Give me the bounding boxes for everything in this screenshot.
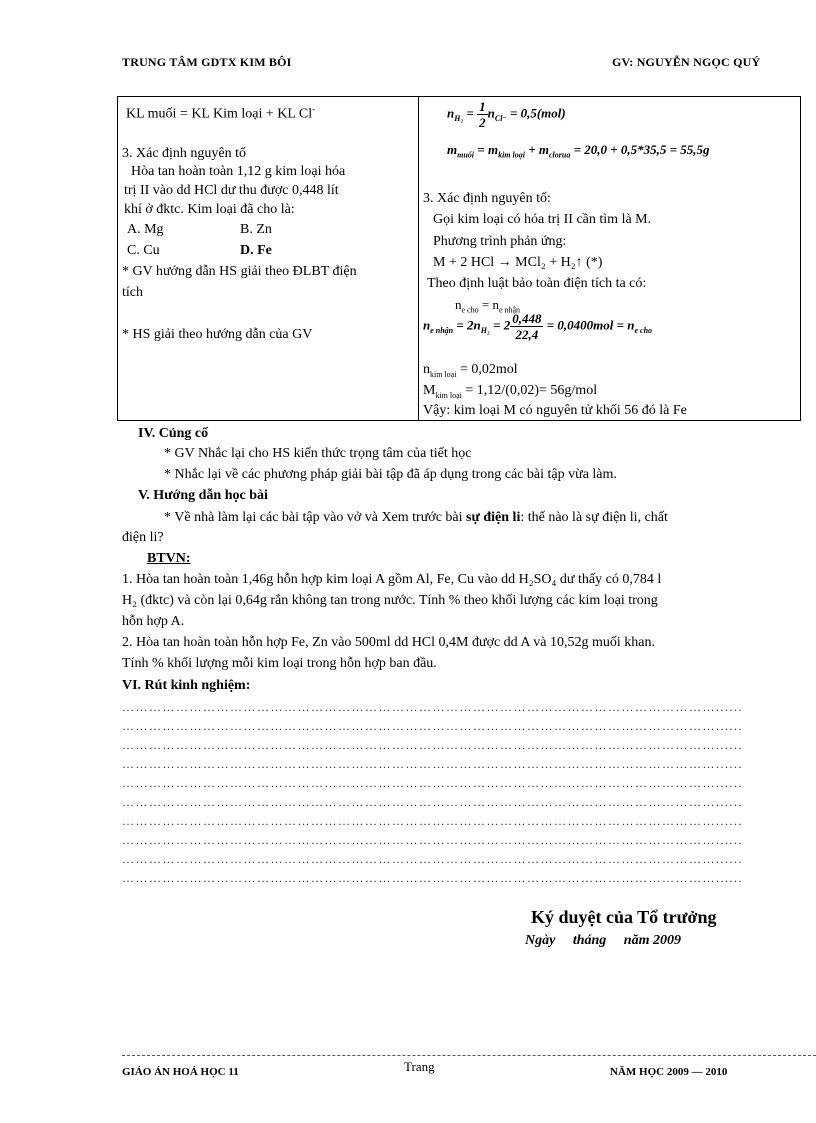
formula-n-h2: $n_{H_2}$ = $\frac{1}{2}$ $n_{Cl^-} = 0,5(mol)$ — [447, 99, 566, 130]
student-activity: * HS giải theo hướng dẫn của GV — [122, 327, 313, 342]
section-4-item-1: * GV Nhắc lại cho HS kiến thức trọng tâm của tiết học — [164, 446, 472, 461]
homework-2-line-1: 2. Hòa tan hoàn toàn hỗn hợp Fe, Zn vào 500ml dd HCl 0,4M được dd A và 10,52g muối khan. — [122, 635, 655, 650]
header-school: TRUNG TÂM GDTX KIM BÔI — [122, 55, 292, 69]
footer-page: Trang — [404, 1059, 435, 1074]
signature-title: Ký duyệt của Tổ trưởng — [531, 907, 717, 927]
section-4-item-2: * Nhắc lại về các phương pháp giải bài tập đã áp dụng trong các bài tập vừa làm. — [164, 467, 617, 482]
section-5-item-cont: điện li? — [122, 530, 164, 545]
signature-date: Ngày tháng năm 2009 — [525, 933, 681, 948]
option-c: C. Cu — [127, 243, 160, 258]
solution-heading: 3. Xác định nguyên tố: — [423, 191, 551, 206]
option-d: D. Fe — [240, 243, 272, 258]
footer-left: GIÁO ÁN HOÁ HỌC 11 — [122, 1066, 239, 1078]
experience-line-4: ……………………………………………………………………………………………………………………...... — [122, 757, 743, 771]
problem-line-1: Hòa tan hoàn toàn 1,12 g kim loại hóa — [131, 164, 346, 179]
table-left-column — [118, 97, 419, 421]
conclusion: Vậy: kim loại M có nguyên tử khối 56 đó là Fe — [423, 403, 687, 418]
experience-line-9: ……………………………………………………………………………………………………………………...... — [122, 852, 743, 866]
homework-1-line-3: hỗn hợp A. — [122, 614, 185, 629]
formula-salt-mass: $m_{muối} = m_{kim loại} + m_{clorua} = 20,0 + 0,5*35,5 = 55,5g$ — [447, 142, 710, 160]
problem-line-2: trị II vào dd HCl dư thu được 0,448 lít — [124, 183, 339, 198]
experience-line-8: ……………………………………………………………………………………………………………………...... — [122, 833, 743, 847]
section-5-item: * Về nhà làm lại các bài tập vào vở và Xem trước bài sự điện li: thế nào là sự điện li, chất — [164, 510, 668, 525]
experience-line-3: ……………………………………………………………………………………………………………………...... — [122, 738, 743, 752]
section-5-title: V. Hướng dẫn học bài — [138, 488, 268, 503]
formula-electrons: $n_{e nhận} = 2n_{H_2} = 2$ $\frac{0,448}{22,4}$ = $0,0400mol = n_{e cho}$ — [423, 311, 653, 342]
teacher-guidance: * GV hướng dẫn HS giải theo ĐLBT điện — [122, 264, 357, 279]
experience-line-7: ……………………………………………………………………………………………………………………...... — [122, 814, 743, 828]
salt-mass-formula: KL muối = KL Kim loại + KL Cl- — [126, 104, 316, 122]
option-b: B. Zn — [240, 222, 272, 237]
experience-line-5: ……………………………………………………………………………………………………………………...... — [122, 776, 743, 790]
section-6-title: VI. Rút kinh nghiệm: — [122, 678, 251, 693]
task-heading: 3. Xác định nguyên tố — [122, 146, 247, 161]
lesson-table — [117, 96, 801, 421]
reaction-equation: M + 2 HCl → MCl₂ + H₂↑ (*) — [433, 255, 603, 270]
moles-metal: $n_{kim loại} = 0,02mol$ — [423, 362, 518, 379]
molar-mass-metal: $M_{kim loại} = 1,12/(0,02)= 56g/mol$ — [423, 383, 598, 400]
problem-line-3: khí ở đktc. Kim loại đã cho là: — [124, 202, 295, 217]
homework-title: BTVN: — [147, 551, 191, 566]
homework-2-line-2: Tính % khối lượng mỗi kim loại trong hỗn hợp ban đầu. — [122, 656, 437, 671]
experience-line-6: ……………………………………………………………………………………………………………………...... — [122, 795, 743, 809]
homework-1-line-2: H₂ (đktc) và còn lại 0,64g rắn không tan trong nước. Tính % theo khối lượng các kim loại trong — [122, 593, 658, 608]
table-right-column — [419, 97, 801, 421]
solution-step-1: Gọi kim loại có hóa trị II cần tìm là M. — [433, 212, 652, 227]
option-a: A. Mg — [127, 222, 164, 237]
footer-right: NĂM HỌC 2009 — 2010 — [610, 1066, 728, 1078]
solution-step-2: Phương trình phản ứng: — [433, 234, 567, 249]
teacher-guidance-cont: tích — [122, 285, 143, 300]
experience-line-10: ……………………………………………………………………………………………………………………...... — [122, 871, 743, 885]
footer-divider — [122, 1055, 816, 1056]
experience-line-2: ……………………………………………………………………………………………………………………...... — [122, 719, 743, 733]
conservation-law: Theo định luật bảo toàn điện tích ta có: — [427, 276, 647, 291]
homework-1-line-1: 1. Hòa tan hoàn toàn 1,46g hỗn hợp kim loại A gồm Al, Fe, Cu vào dd H₂SO₄ dư thấy có 0,784 l — [122, 572, 662, 587]
electron-balance: $n_{e cho} = n_{e nhận}$ — [455, 297, 521, 315]
section-4-title: IV. Củng cố — [138, 426, 209, 441]
experience-line-1: ……………………………………………………………………………………………………………………...... — [122, 700, 743, 714]
header-teacher: GV: NGUYỄN NGỌC QUÝ — [612, 55, 761, 69]
